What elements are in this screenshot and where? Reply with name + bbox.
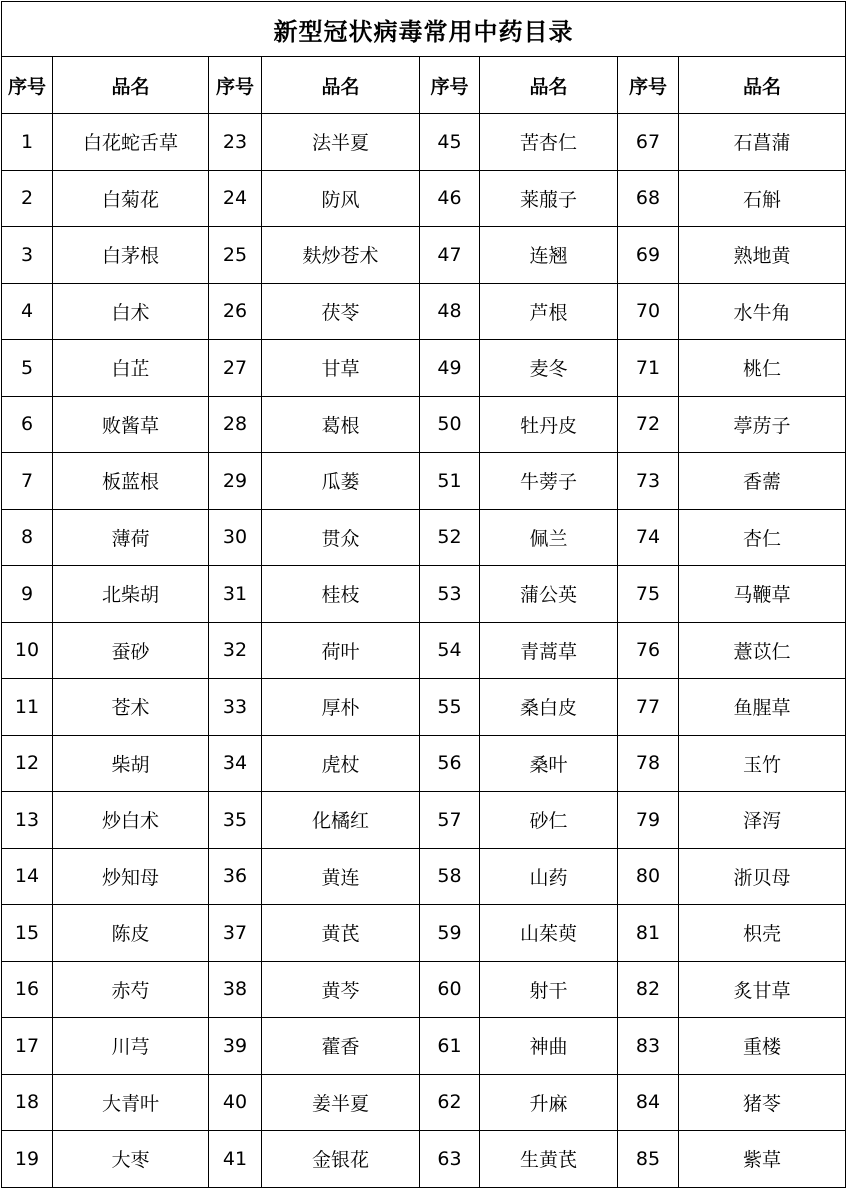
medicine-name-cell: 桑白皮 xyxy=(480,679,618,736)
serial-number-cell: 1 xyxy=(2,114,53,171)
serial-number-cell: 50 xyxy=(420,396,480,453)
medicine-name-cell: 马鞭草 xyxy=(679,566,846,623)
medicine-name-cell: 水牛角 xyxy=(679,283,846,340)
serial-number-cell: 70 xyxy=(618,283,679,340)
header-serial: 序号 xyxy=(2,57,53,114)
serial-number-cell: 34 xyxy=(209,735,262,792)
medicine-name-cell: 大枣 xyxy=(53,1131,209,1188)
medicine-name-cell: 炒白术 xyxy=(53,792,209,849)
medicine-name-cell: 射干 xyxy=(480,961,618,1018)
serial-number-cell: 81 xyxy=(618,905,679,962)
medicine-name-cell: 茯苓 xyxy=(262,283,420,340)
header-name: 品名 xyxy=(53,57,209,114)
serial-number-cell: 16 xyxy=(2,961,53,1018)
header-name: 品名 xyxy=(480,57,618,114)
serial-number-cell: 4 xyxy=(2,283,53,340)
table-row xyxy=(2,735,846,792)
medicine-name-cell: 藿香 xyxy=(262,1018,420,1075)
serial-number-cell: 15 xyxy=(2,905,53,962)
medicine-name-cell: 薄荷 xyxy=(53,509,209,566)
medicine-name-cell: 赤芍 xyxy=(53,961,209,1018)
medicine-name-cell: 柴胡 xyxy=(53,735,209,792)
serial-number-cell: 69 xyxy=(618,227,679,284)
serial-number-cell: 72 xyxy=(618,396,679,453)
serial-number-cell: 77 xyxy=(618,679,679,736)
medicine-name-cell: 枳壳 xyxy=(679,905,846,962)
serial-number-cell: 60 xyxy=(420,961,480,1018)
serial-number-cell: 57 xyxy=(420,792,480,849)
serial-number-cell: 18 xyxy=(2,1074,53,1131)
serial-number-cell: 39 xyxy=(209,1018,262,1075)
serial-number-cell: 49 xyxy=(420,340,480,397)
serial-number-cell: 6 xyxy=(2,396,53,453)
medicine-name-cell: 黄连 xyxy=(262,848,420,905)
serial-number-cell: 46 xyxy=(420,170,480,227)
serial-number-cell: 32 xyxy=(209,622,262,679)
medicine-name-cell: 白菊花 xyxy=(53,170,209,227)
table-row xyxy=(2,961,846,1018)
serial-number-cell: 11 xyxy=(2,679,53,736)
serial-number-cell: 9 xyxy=(2,566,53,623)
serial-number-cell: 76 xyxy=(618,622,679,679)
serial-number-cell: 68 xyxy=(618,170,679,227)
medicine-name-cell: 荷叶 xyxy=(262,622,420,679)
serial-number-cell: 55 xyxy=(420,679,480,736)
serial-number-cell: 83 xyxy=(618,1018,679,1075)
serial-number-cell: 71 xyxy=(618,340,679,397)
medicine-name-cell: 化橘红 xyxy=(262,792,420,849)
table-body xyxy=(2,114,846,1188)
medicine-name-cell: 桂枝 xyxy=(262,566,420,623)
medicine-name-cell: 麦冬 xyxy=(480,340,618,397)
medicine-name-cell: 葶苈子 xyxy=(679,396,846,453)
medicine-name-cell: 炙甘草 xyxy=(679,961,846,1018)
serial-number-cell: 2 xyxy=(2,170,53,227)
header-serial: 序号 xyxy=(618,57,679,114)
table-row xyxy=(2,1074,846,1131)
serial-number-cell: 7 xyxy=(2,453,53,510)
serial-number-cell: 29 xyxy=(209,453,262,510)
medicine-name-cell: 升麻 xyxy=(480,1074,618,1131)
medicine-name-cell: 金银花 xyxy=(262,1131,420,1188)
serial-number-cell: 14 xyxy=(2,848,53,905)
medicine-name-cell: 防风 xyxy=(262,170,420,227)
medicine-catalog-table xyxy=(1,1,846,1188)
serial-number-cell: 12 xyxy=(2,735,53,792)
medicine-name-cell: 虎杖 xyxy=(262,735,420,792)
medicine-name-cell: 葛根 xyxy=(262,396,420,453)
medicine-name-cell: 苍术 xyxy=(53,679,209,736)
serial-number-cell: 19 xyxy=(2,1131,53,1188)
table-row xyxy=(2,227,846,284)
table-row xyxy=(2,622,846,679)
serial-number-cell: 30 xyxy=(209,509,262,566)
medicine-name-cell: 牡丹皮 xyxy=(480,396,618,453)
medicine-name-cell: 法半夏 xyxy=(262,114,420,171)
serial-number-cell: 47 xyxy=(420,227,480,284)
medicine-name-cell: 鱼腥草 xyxy=(679,679,846,736)
table-row xyxy=(2,114,846,171)
medicine-name-cell: 山药 xyxy=(480,848,618,905)
medicine-name-cell: 大青叶 xyxy=(53,1074,209,1131)
serial-number-cell: 23 xyxy=(209,114,262,171)
medicine-name-cell: 贯众 xyxy=(262,509,420,566)
serial-number-cell: 31 xyxy=(209,566,262,623)
serial-number-cell: 58 xyxy=(420,848,480,905)
header-serial: 序号 xyxy=(420,57,480,114)
medicine-name-cell: 生黄芪 xyxy=(480,1131,618,1188)
serial-number-cell: 26 xyxy=(209,283,262,340)
serial-number-cell: 73 xyxy=(618,453,679,510)
serial-number-cell: 78 xyxy=(618,735,679,792)
medicine-name-cell: 莱菔子 xyxy=(480,170,618,227)
medicine-name-cell: 桑叶 xyxy=(480,735,618,792)
table-row xyxy=(2,396,846,453)
table-title: 新型冠状病毒常用中药目录 xyxy=(2,2,846,57)
medicine-name-cell: 苦杏仁 xyxy=(480,114,618,171)
medicine-name-cell: 薏苡仁 xyxy=(679,622,846,679)
serial-number-cell: 80 xyxy=(618,848,679,905)
medicine-name-cell: 神曲 xyxy=(480,1018,618,1075)
serial-number-cell: 54 xyxy=(420,622,480,679)
medicine-name-cell: 黄芩 xyxy=(262,961,420,1018)
medicine-name-cell: 石斛 xyxy=(679,170,846,227)
serial-number-cell: 74 xyxy=(618,509,679,566)
serial-number-cell: 8 xyxy=(2,509,53,566)
serial-number-cell: 63 xyxy=(420,1131,480,1188)
serial-number-cell: 28 xyxy=(209,396,262,453)
serial-number-cell: 5 xyxy=(2,340,53,397)
serial-number-cell: 24 xyxy=(209,170,262,227)
medicine-name-cell: 熟地黄 xyxy=(679,227,846,284)
serial-number-cell: 25 xyxy=(209,227,262,284)
serial-number-cell: 17 xyxy=(2,1018,53,1075)
medicine-name-cell: 姜半夏 xyxy=(262,1074,420,1131)
medicine-name-cell: 麸炒苍术 xyxy=(262,227,420,284)
serial-number-cell: 27 xyxy=(209,340,262,397)
medicine-name-cell: 青蒿草 xyxy=(480,622,618,679)
medicine-name-cell: 厚朴 xyxy=(262,679,420,736)
table-row xyxy=(2,453,846,510)
medicine-name-cell: 猪苓 xyxy=(679,1074,846,1131)
medicine-name-cell: 白花蛇舌草 xyxy=(53,114,209,171)
medicine-name-cell: 佩兰 xyxy=(480,509,618,566)
medicine-name-cell: 芦根 xyxy=(480,283,618,340)
medicine-name-cell: 白茅根 xyxy=(53,227,209,284)
medicine-name-cell: 浙贝母 xyxy=(679,848,846,905)
table-row xyxy=(2,340,846,397)
serial-number-cell: 37 xyxy=(209,905,262,962)
table-row xyxy=(2,679,846,736)
serial-number-cell: 67 xyxy=(618,114,679,171)
serial-number-cell: 61 xyxy=(420,1018,480,1075)
serial-number-cell: 45 xyxy=(420,114,480,171)
table-row xyxy=(2,848,846,905)
medicine-name-cell: 川芎 xyxy=(53,1018,209,1075)
medicine-name-cell: 紫草 xyxy=(679,1131,846,1188)
serial-number-cell: 53 xyxy=(420,566,480,623)
serial-number-cell: 56 xyxy=(420,735,480,792)
header-serial: 序号 xyxy=(209,57,262,114)
medicine-name-cell: 牛蒡子 xyxy=(480,453,618,510)
medicine-name-cell: 瓜蒌 xyxy=(262,453,420,510)
medicine-name-cell: 甘草 xyxy=(262,340,420,397)
serial-number-cell: 41 xyxy=(209,1131,262,1188)
medicine-name-cell: 桃仁 xyxy=(679,340,846,397)
table-row xyxy=(2,792,846,849)
table-row xyxy=(2,509,846,566)
medicine-name-cell: 香薷 xyxy=(679,453,846,510)
medicine-name-cell: 杏仁 xyxy=(679,509,846,566)
serial-number-cell: 59 xyxy=(420,905,480,962)
serial-number-cell: 51 xyxy=(420,453,480,510)
table-row xyxy=(2,905,846,962)
serial-number-cell: 48 xyxy=(420,283,480,340)
medicine-name-cell: 白术 xyxy=(53,283,209,340)
medicine-name-cell: 黄芪 xyxy=(262,905,420,962)
medicine-name-cell: 玉竹 xyxy=(679,735,846,792)
serial-number-cell: 40 xyxy=(209,1074,262,1131)
medicine-name-cell: 重楼 xyxy=(679,1018,846,1075)
medicine-name-cell: 炒知母 xyxy=(53,848,209,905)
medicine-name-cell: 连翘 xyxy=(480,227,618,284)
table-row xyxy=(2,1018,846,1075)
serial-number-cell: 79 xyxy=(618,792,679,849)
serial-number-cell: 10 xyxy=(2,622,53,679)
serial-number-cell: 38 xyxy=(209,961,262,1018)
serial-number-cell: 33 xyxy=(209,679,262,736)
table-row xyxy=(2,1131,846,1188)
medicine-name-cell: 白芷 xyxy=(53,340,209,397)
serial-number-cell: 35 xyxy=(209,792,262,849)
table-row xyxy=(2,566,846,623)
medicine-name-cell: 板蓝根 xyxy=(53,453,209,510)
medicine-name-cell: 砂仁 xyxy=(480,792,618,849)
medicine-name-cell: 败酱草 xyxy=(53,396,209,453)
medicine-name-cell: 北柴胡 xyxy=(53,566,209,623)
medicine-name-cell: 蒲公英 xyxy=(480,566,618,623)
medicine-name-cell: 石菖蒲 xyxy=(679,114,846,171)
medicine-name-cell: 蚕砂 xyxy=(53,622,209,679)
serial-number-cell: 36 xyxy=(209,848,262,905)
medicine-name-cell: 山茱萸 xyxy=(480,905,618,962)
medicine-name-cell: 泽泻 xyxy=(679,792,846,849)
medicine-name-cell: 陈皮 xyxy=(53,905,209,962)
serial-number-cell: 75 xyxy=(618,566,679,623)
header-name: 品名 xyxy=(679,57,846,114)
serial-number-cell: 13 xyxy=(2,792,53,849)
serial-number-cell: 3 xyxy=(2,227,53,284)
table-row xyxy=(2,283,846,340)
serial-number-cell: 84 xyxy=(618,1074,679,1131)
serial-number-cell: 62 xyxy=(420,1074,480,1131)
serial-number-cell: 85 xyxy=(618,1131,679,1188)
header-row xyxy=(2,57,846,114)
table-row xyxy=(2,170,846,227)
header-name: 品名 xyxy=(262,57,420,114)
serial-number-cell: 82 xyxy=(618,961,679,1018)
serial-number-cell: 52 xyxy=(420,509,480,566)
